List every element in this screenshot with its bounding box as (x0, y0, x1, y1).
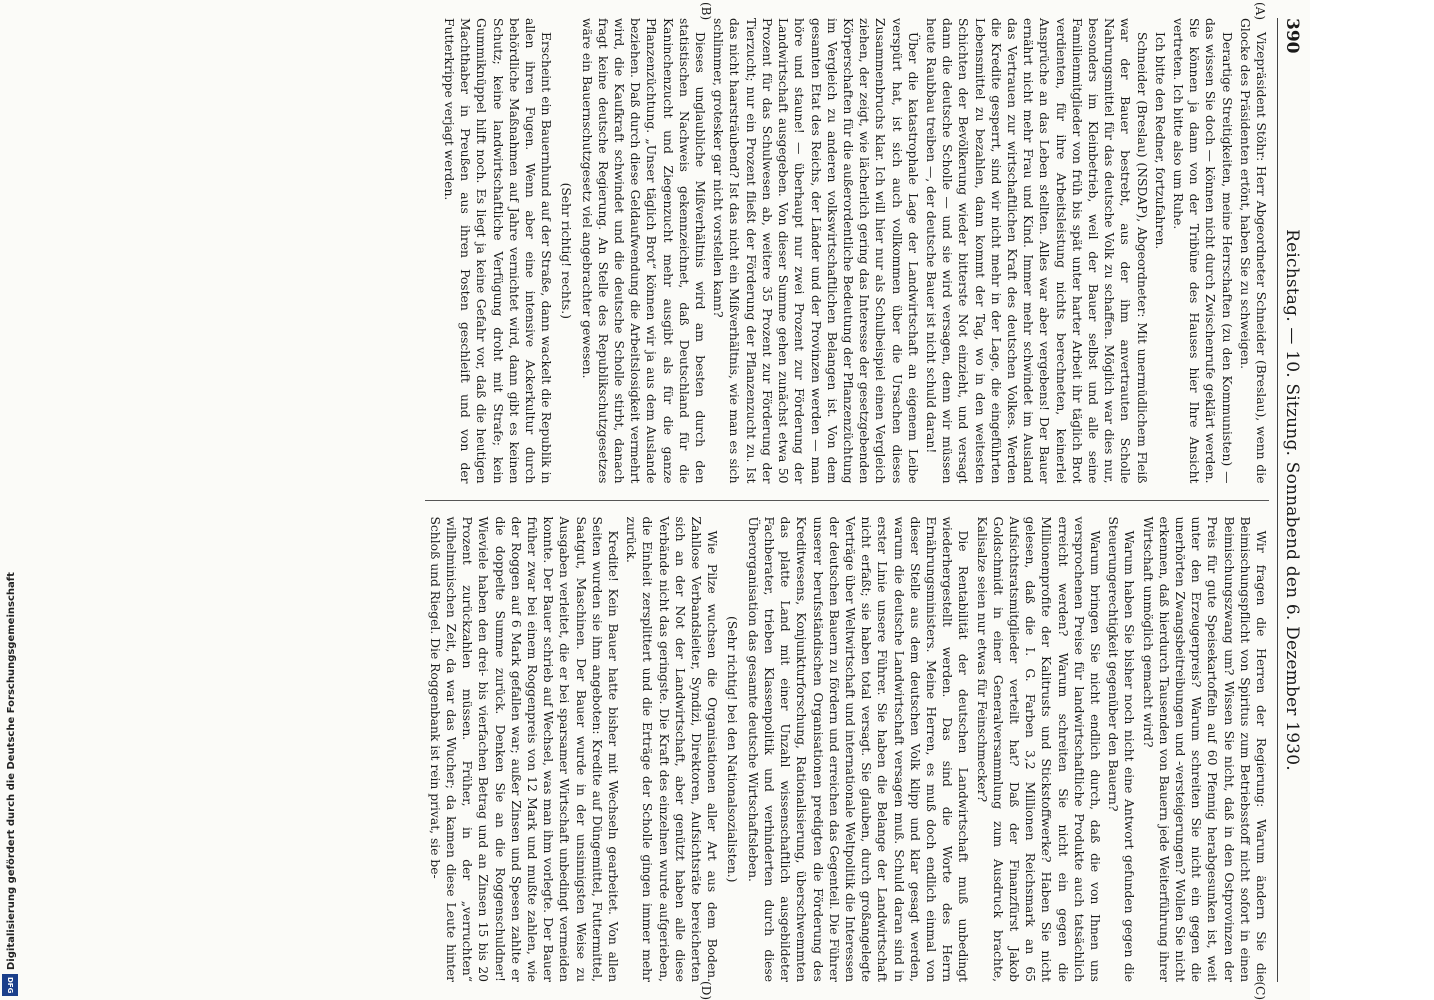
paragraph: Die Rentabilität der deutschen Landwirtschaft muß unbedingt wiederhergestellt werden. Das sind die Worte des Herrn Ernährungsministers. Meine Herren, es muß doch endlich einmal von dieser Stelle aus dem deutschen Volk klipp und klar gesagt werden, warum die deutsche Landwirtschaft versagen muß. Schuld daran sind in erster Linie unsere Führer. Sie haben die Belange der Landwirtschaft nicht erfaßt; sie haben total versagt. Sie glauben, durch großangelegte Verträge über Weltwirtschaft und internationale Weltpolitik die Interessen der deutschen Bauern zu fördern und erreichen das Gegenteil. Die Führer unserer berufsständischen Organisationen predigten die Förderung des Kreditwesens, Konjunkturforschung, Rationalisierung, überschwemmten das platte Land mit einer Unzahl wissenschaftlich ausgebildeter Fachberater, trieben Klassenpolitik und verhinderten durch diese Überorganisation das gesamte deutsche Wirtschaftsleben. (745, 516, 971, 982)
paragraph: Kredite! Kein Bauer hatte bisher mit Wechseln gearbeitet. Von allen Seiten wurden sie ihm angeboten: Kredite auf Düngemittel, Futtermittel, Saatgut, Maschinen. Der Bauer wurde in der unsinnigsten Weise zu Ausgaben verleitet, die er bei sparsamer Wirtschaft unbedingt vermeiden konnte. Der Bauer schrieb auf Wechsel, was man ihm vorlegte. Der Bauer früher zwar bei einem Roggenpreis von 12 Mark und mußte zahlen, wie der Roggen auf 6 Mark gefallen war; außer Zinsen und Spesen zahlte er die doppelte Summe zurück. Denken Sie an die Roggenschuldner! Wieviele haben den drei- bis vierfachen Betrag und an Zinsen 15 bis 20 Prozent zurückzahlen müssen. Früher, in der „verruchten“ wilhelminischen Zeit, da war das Wucher; da kamen diese Leute hinter Schloß und Riegel. Die Roggenbank ist rein privat, sie be- (427, 516, 621, 982)
margin-marker-a: (A) (1253, 2, 1267, 21)
interjection: (Sehr richtig! rechts.) (559, 182, 574, 319)
interjection: (Sehr richtig! bei den Nationalsozialisten.) (725, 616, 740, 883)
column-divider (425, 500, 1269, 501)
paragraph: Warum bringen Sie nicht endlich durch, daß die von Ihnen uns versprochenen Preise für landwirtschaftliche Produkte auch tatsächlich erreicht werden? Warum schreiten Sie nicht ein gegen die Millionenprofite der Kalitrusts und Stickstoffwerke? Haben Sie nicht gelesen, daß die I. G. Farben 3,2 Millionen Reichsmark an 65 Aufsichtsratsmitglieder verteilt hat? Daß der Finanzfürst Jakob Goldschmidt in einer Generalversammlung zum Ausdruck brachte, Kalisalze seien nur etwas für Feinschmecker? (974, 516, 1102, 982)
paragraph: Dieses unglaubliche Mißverhältnis wird am besten durch den statistischen Nachweis gekennzeichnet, daß Deutschland für die Kaninchenzucht und Ziegenzucht mehr ausgibt als für die ganze Pflanzenzüchtung. „Unser täglich Brot“ können wir ja aus dem Auslande beziehen. Daß durch diese Geldaufwendung die Arbeitslosigkeit vermehrt wird, die Kaufkraft schwindet und die deutsche Scholle stirbt, danach fragt keine deutsche Regierung. An Stelle des Republikschutzgesetzes wäre ein Bauernschutzgesetz viel angebrachter gewesen. (579, 18, 708, 484)
left-column (425, 18, 1269, 484)
page-header (1277, 18, 1302, 982)
margin-marker-d: (D) (699, 981, 713, 1000)
page-title: Reichstag. — 10. Sitzung. Sonnabend den 6. Dezember 1930. (1282, 229, 1302, 771)
page-number: 390 (1282, 18, 1302, 54)
columns (425, 2, 1269, 1000)
footer (0, 0, 20, 1000)
footer-credit: Digitalisierung gefördert durch die Deutsche Forschungsgemeinschaft (6, 572, 17, 970)
margin-marker-b: (B) (699, 2, 713, 21)
paragraph: Warum haben Sie bisher noch nicht eine Antwort gefunden gegen die Steuerungerechtigkeit gegenüber den Bauern? (1106, 516, 1137, 982)
paragraph: Vizepräsident Stöhr: Herr Abgeordneter Schneider (Breslau), wenn die Glocke des Präsidenten ertönt, haben Sie zu schweigen. (1237, 18, 1268, 484)
paragraph: Wie Pilze wuchsen die Organisationen aller Art aus dem Boden. Zahllose Verbandsleiter, Syndizi, Direktoren, Aufsichtsräte bereicherten sich an der Not der Landwirtschaft, aber genützt haben alle diese Verbände nicht das geringste. Die Kraft des einzelnen wurde aufgerieben, die Einheit zersplittert und die Erträge der Scholle gingen immer mehr zurück. (624, 516, 720, 982)
dfg-logo: DFG (2, 974, 18, 996)
right-column (425, 517, 1269, 983)
margin-marker-c: (C) (1253, 981, 1267, 1000)
paragraph: Erscheint ein Bauernhund auf der Straße, dann wackelt die Republik in allen ihren Fugen. Wenn aber eine intensive Ackerkultur durch behördliche Maßnahmen auf Jahre vernichtet wird, dann gibt es keinen Schutz; keine landwirtschaftliche Verfügung droht mit Strafe; kein Gummiknüppel hilft noch. Es liegt ja keine Gefahr vor, daß die heutigen Machthaber in Preußen aus ihren Posten geschleift und von der Futterkrippe verjagt werden. (442, 18, 554, 484)
paragraph: Wir fragen die Herren der Regierung: Warum ändern Sie die Beimischungspflicht von Spiritus zum Betriebsstoff nicht sofort in einen Beimischungszwang um? Wissen Sie nicht, daß in den Ostprovinzen der Preis für gute Speisekartoffeln auf 60 Pfennig herabgesunken ist, weit unter den Erzeugerpreis? Warum schreiten Sie nicht ein gegen die unerhörten Zwangsbeitreibungen und -versteigerungen? Wollen Sie nicht erkennen, daß hierdurch Tausenden von Bauern jede Weiterführung ihrer Wirtschaft unmöglich gemacht wird? (1140, 516, 1268, 982)
paragraph: Ich bitte den Redner, fortzufahren. (1152, 32, 1167, 250)
paragraph: Derartige Streitigkeiten, meine Herrschaften (zu den Kommunisten) — das wissen Sie doch — können nicht durch Zwischenrufe geklärt werden. Sie können ja dann von der Tribüne des Hauses hier Ihre Ansicht vertreten. Ich bitte also um Ruhe. (1170, 18, 1234, 484)
paragraph: Über die katastrophale Lage der Landwirtschaft an eigenem Leibe verspürt hat, ist sich auch vollkommen über die Ursachen dieses Zusammenbruchs klar. Ich will hier nur als Schulbeispiel einen Vergleich ziehen, der zeigt, wie lächerlich gering das Interesse der gesetzgebenden Körperschaften für die außerordentliche Bedeutung der Pflanzenzüchtung im Vergleich zu anderen volkswirtschaftlichen Belangen ist. Von dem gesamten Etat des Reichs, der Länder und der Provinzen werden — man höre und staune! — überhaupt nur zwei Prozent zur Förderung der Landwirtschaft ausgegeben. Von dieser Summe gehen zunächst etwa 50 Prozent für das Schulwesen ab, weitere 35 Prozent zur Förderung der Tierzucht; nur ein Prozent fließt der Förderung der Pflanzenzucht zu. Ist das nicht haarsträubend? Ist das nicht ein Mißverhältnis, wie man es sich schlimmer, grotesker gar nicht vorstellen kann? (711, 18, 920, 484)
paragraph: Schneider (Breslau) (NSDAP), Abgeordneter: Mit unermüdlichem Fleiß war der Bauer bestrebt, aus der ihm anvertrauten Scholle Nahrungsmittel für das deutsche Volk zu schaffen. Möglich war dies nur, besonders im Kleinbetrieb, weil der Bauer selbst und alle seine Familienmitglieder von früh bis spät unter harter Arbeit ihr täglich Brot verdienten, für ihre Arbeitsleistung nichts berechneten, keinerlei Ansprüche an das Leben stellten. Alles war aber vergebens! Der Bauer ernährt nicht mehr Frau und Kind. Immer mehr schwindet im Ausland das Vertrauen zur wirtschaftlichen Kraft des deutschen Volkes. Werden die Kredite gesperrt, sind wir nicht mehr in der Lage, die eingeführten Lebensmittel zu bezahlen, dann kommt der Tag, wo in den weitesten Schichten der Bevölkerung wieder bitterste Not einzieht, und versagt dann die deutsche Scholle — und sie wird versagen, denn wir müssen heute Raubbau treiben —, der deutsche Bauer ist nicht schuld daran! (923, 18, 1149, 484)
